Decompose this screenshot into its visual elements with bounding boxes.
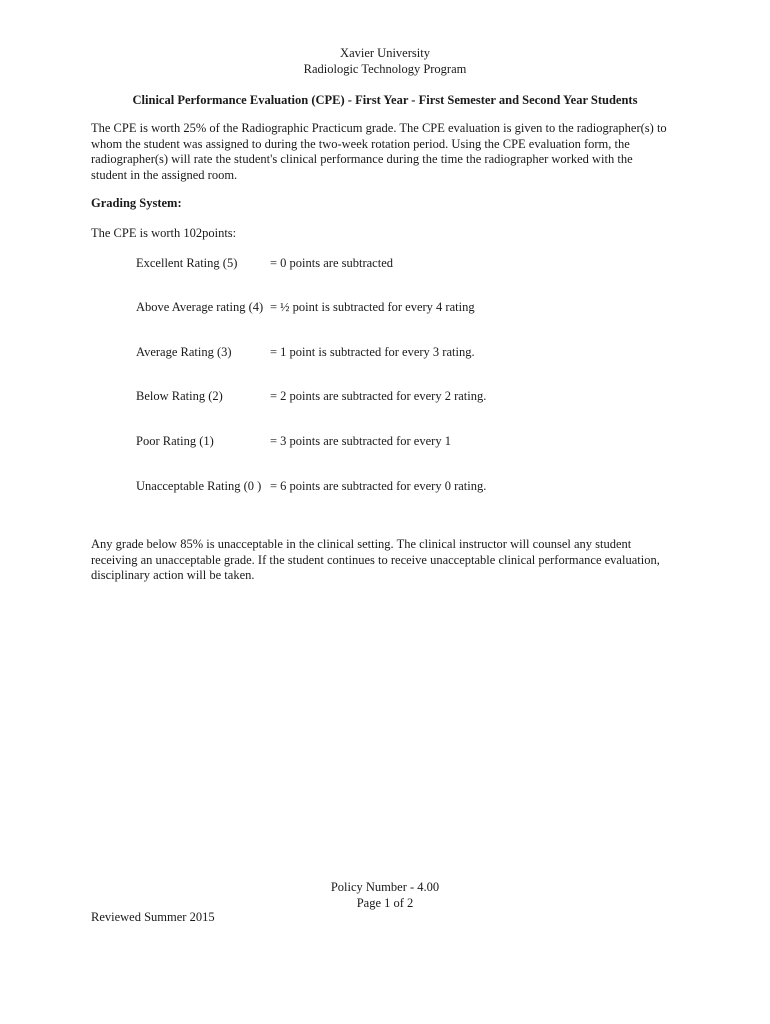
closing-paragraph — [91, 537, 681, 584]
rating-label: Unacceptable Rating (0 ) — [136, 479, 262, 493]
grading-heading: Grading System: — [91, 196, 182, 210]
closing-line: Any grade below 85% is unacceptable in the clinical setting. The clinical instructor will counsel any student — [91, 537, 632, 551]
rating-label: Below Rating (2) — [136, 389, 223, 403]
intro-line: The CPE is worth 25% of the Radiographic Practicum grade. The CPE evaluation is given to the radiographer(s) to — [91, 121, 667, 135]
rating-label: Above Average rating (4) — [136, 300, 264, 314]
reviewed-date: Reviewed Summer 2015 — [91, 910, 215, 924]
policy-number: Policy Number - 4.00 — [330, 880, 440, 894]
rating-value: = ½ point is subtracted for every 4 rating — [270, 300, 475, 314]
rating-value: = 3 points are subtracted for every 1 — [270, 434, 451, 448]
rating-label: Average Rating (3) — [136, 345, 232, 359]
institution-name: Xavier University — [340, 46, 430, 60]
intro-paragraph — [91, 121, 681, 183]
rating-label: Excellent Rating (5) — [136, 256, 238, 270]
intro-line: whom the student was assigned to during the two-week rotation period. Using the CPE evaluation form, the — [91, 136, 630, 151]
page-number: Page 1 of 2 — [356, 896, 414, 910]
intro-line: radiographer(s) will rate the student's clinical performance during the time the radiographer worked with the — [91, 152, 633, 166]
document-title: Clinical Performance Evaluation (CPE) - First Year - First Semester and Second Year Students — [132, 93, 638, 107]
closing-line: disciplinary action will be taken. — [91, 568, 255, 582]
rating-value: = 6 points are subtracted for every 0 rating. — [270, 479, 487, 493]
closing-line: receiving an unacceptable grade. If the student continues to receive unacceptable clinical performance evaluation, — [91, 552, 660, 567]
rating-value: = 0 points are subtracted — [270, 256, 393, 270]
rating-value: = 1 point is subtracted for every 3 rating. — [270, 345, 475, 359]
intro-line: student in the assigned room. — [91, 167, 238, 182]
rating-label: Poor Rating (1) — [136, 434, 214, 448]
rating-value: = 2 points are subtracted for every 2 rating. — [270, 389, 487, 403]
program-name: Radiologic Technology Program — [303, 62, 467, 76]
grading-worth: The CPE is worth 102points: — [91, 226, 237, 240]
